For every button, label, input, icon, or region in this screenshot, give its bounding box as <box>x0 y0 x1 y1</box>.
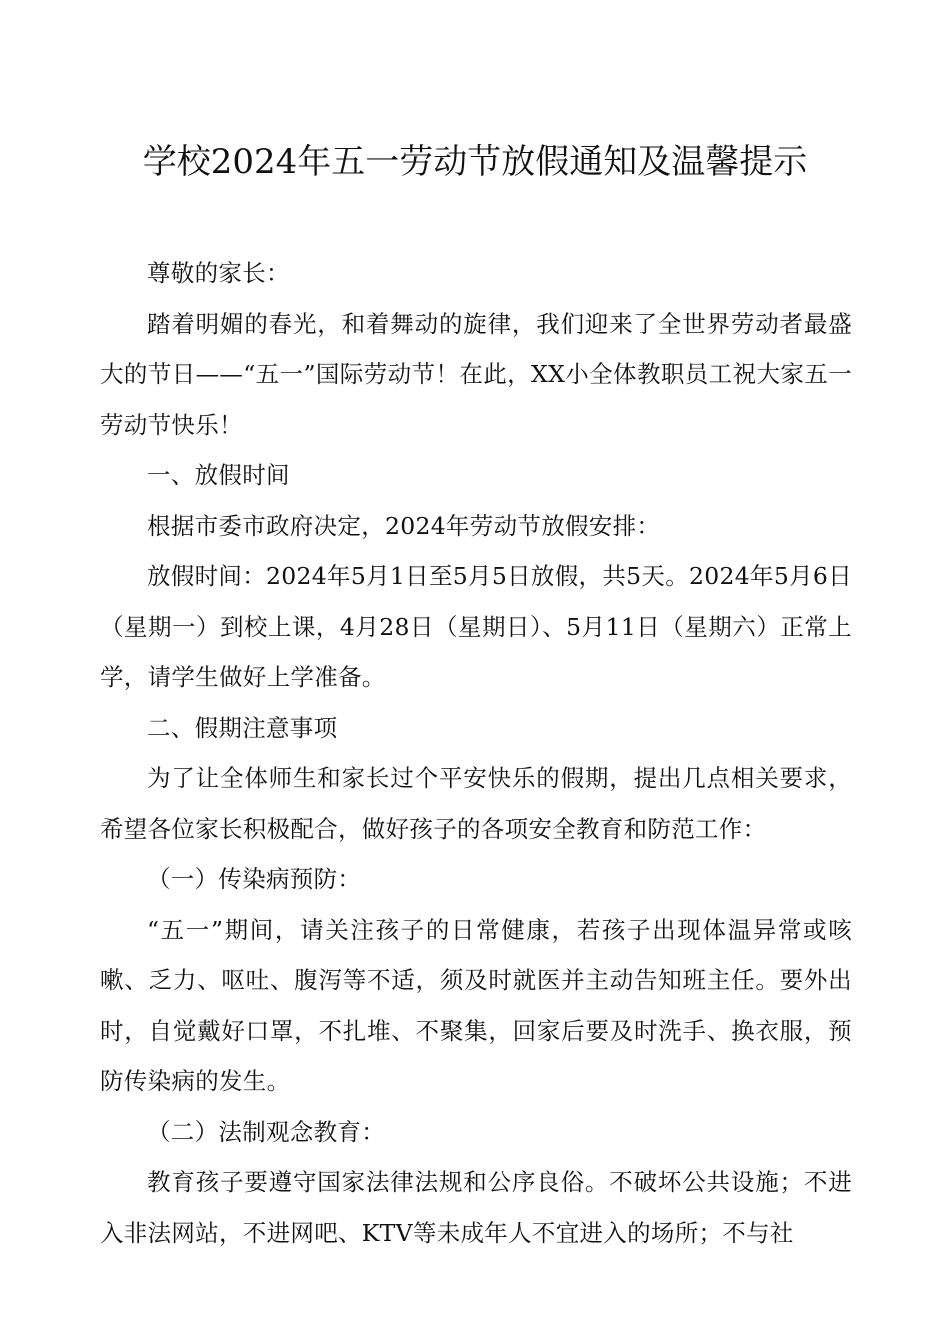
paragraph-disease-prevention: “五一”期间，请关注孩子的日常健康，若孩子出现体温异常或咳嗽、乏力、呕吐、腹泻等不适，须及时就医并主动告知班主任。要外出时，自觉戴好口罩，不扎堆、不聚集，回家后要及时洗手、换衣服，预防传染病的发生。 <box>100 915 852 1095</box>
paragraph-holiday-schedule: 放假时间：2024年5月1日至5月5日放假，共5天。2024年5月6日（星期一）到校上课，4月28日（星期日）、5月11日（星期六）正常上学，请学生做好上学准备。 <box>100 562 852 691</box>
intro-paragraph: 踏着明媚的春光，和着舞动的旋律，我们迎来了全世界劳动者最盛大的节日——“五一”国际劳动节！在此，XX小全体教职员工祝大家五一劳动节快乐！ <box>100 309 852 439</box>
paragraph-holiday-decision: 根据市委市政府决定，2024年劳动节放假安排： <box>147 511 661 540</box>
section-heading-holiday-time: 一、放假时间 <box>147 461 290 489</box>
document-body <box>100 248 852 1258</box>
section-heading-precautions: 二、假期注意事项 <box>147 713 338 742</box>
paragraph-precautions-intro: 为了让全体师生和家长过个平安快乐的假期，提出几点相关要求，希望各位家长积极配合，做好孩子的各项安全教育和防范工作： <box>100 764 852 843</box>
subheading-disease-prevention: （一）传染病预防： <box>147 865 362 893</box>
document-title: 学校2024年五一劳动节放假通知及温馨提示 <box>142 142 808 182</box>
subheading-legal-education: （二）法制观念教育： <box>147 1117 385 1146</box>
greeting: 尊敬的家长： <box>147 259 290 287</box>
paragraph-legal-education: 教育孩子要遵守国家法律法规和公序良俗。不破坏公共设施；不进入非法网站，不进网吧、KTV等未成年人不宜进入的场所；不与社 <box>100 1168 852 1247</box>
